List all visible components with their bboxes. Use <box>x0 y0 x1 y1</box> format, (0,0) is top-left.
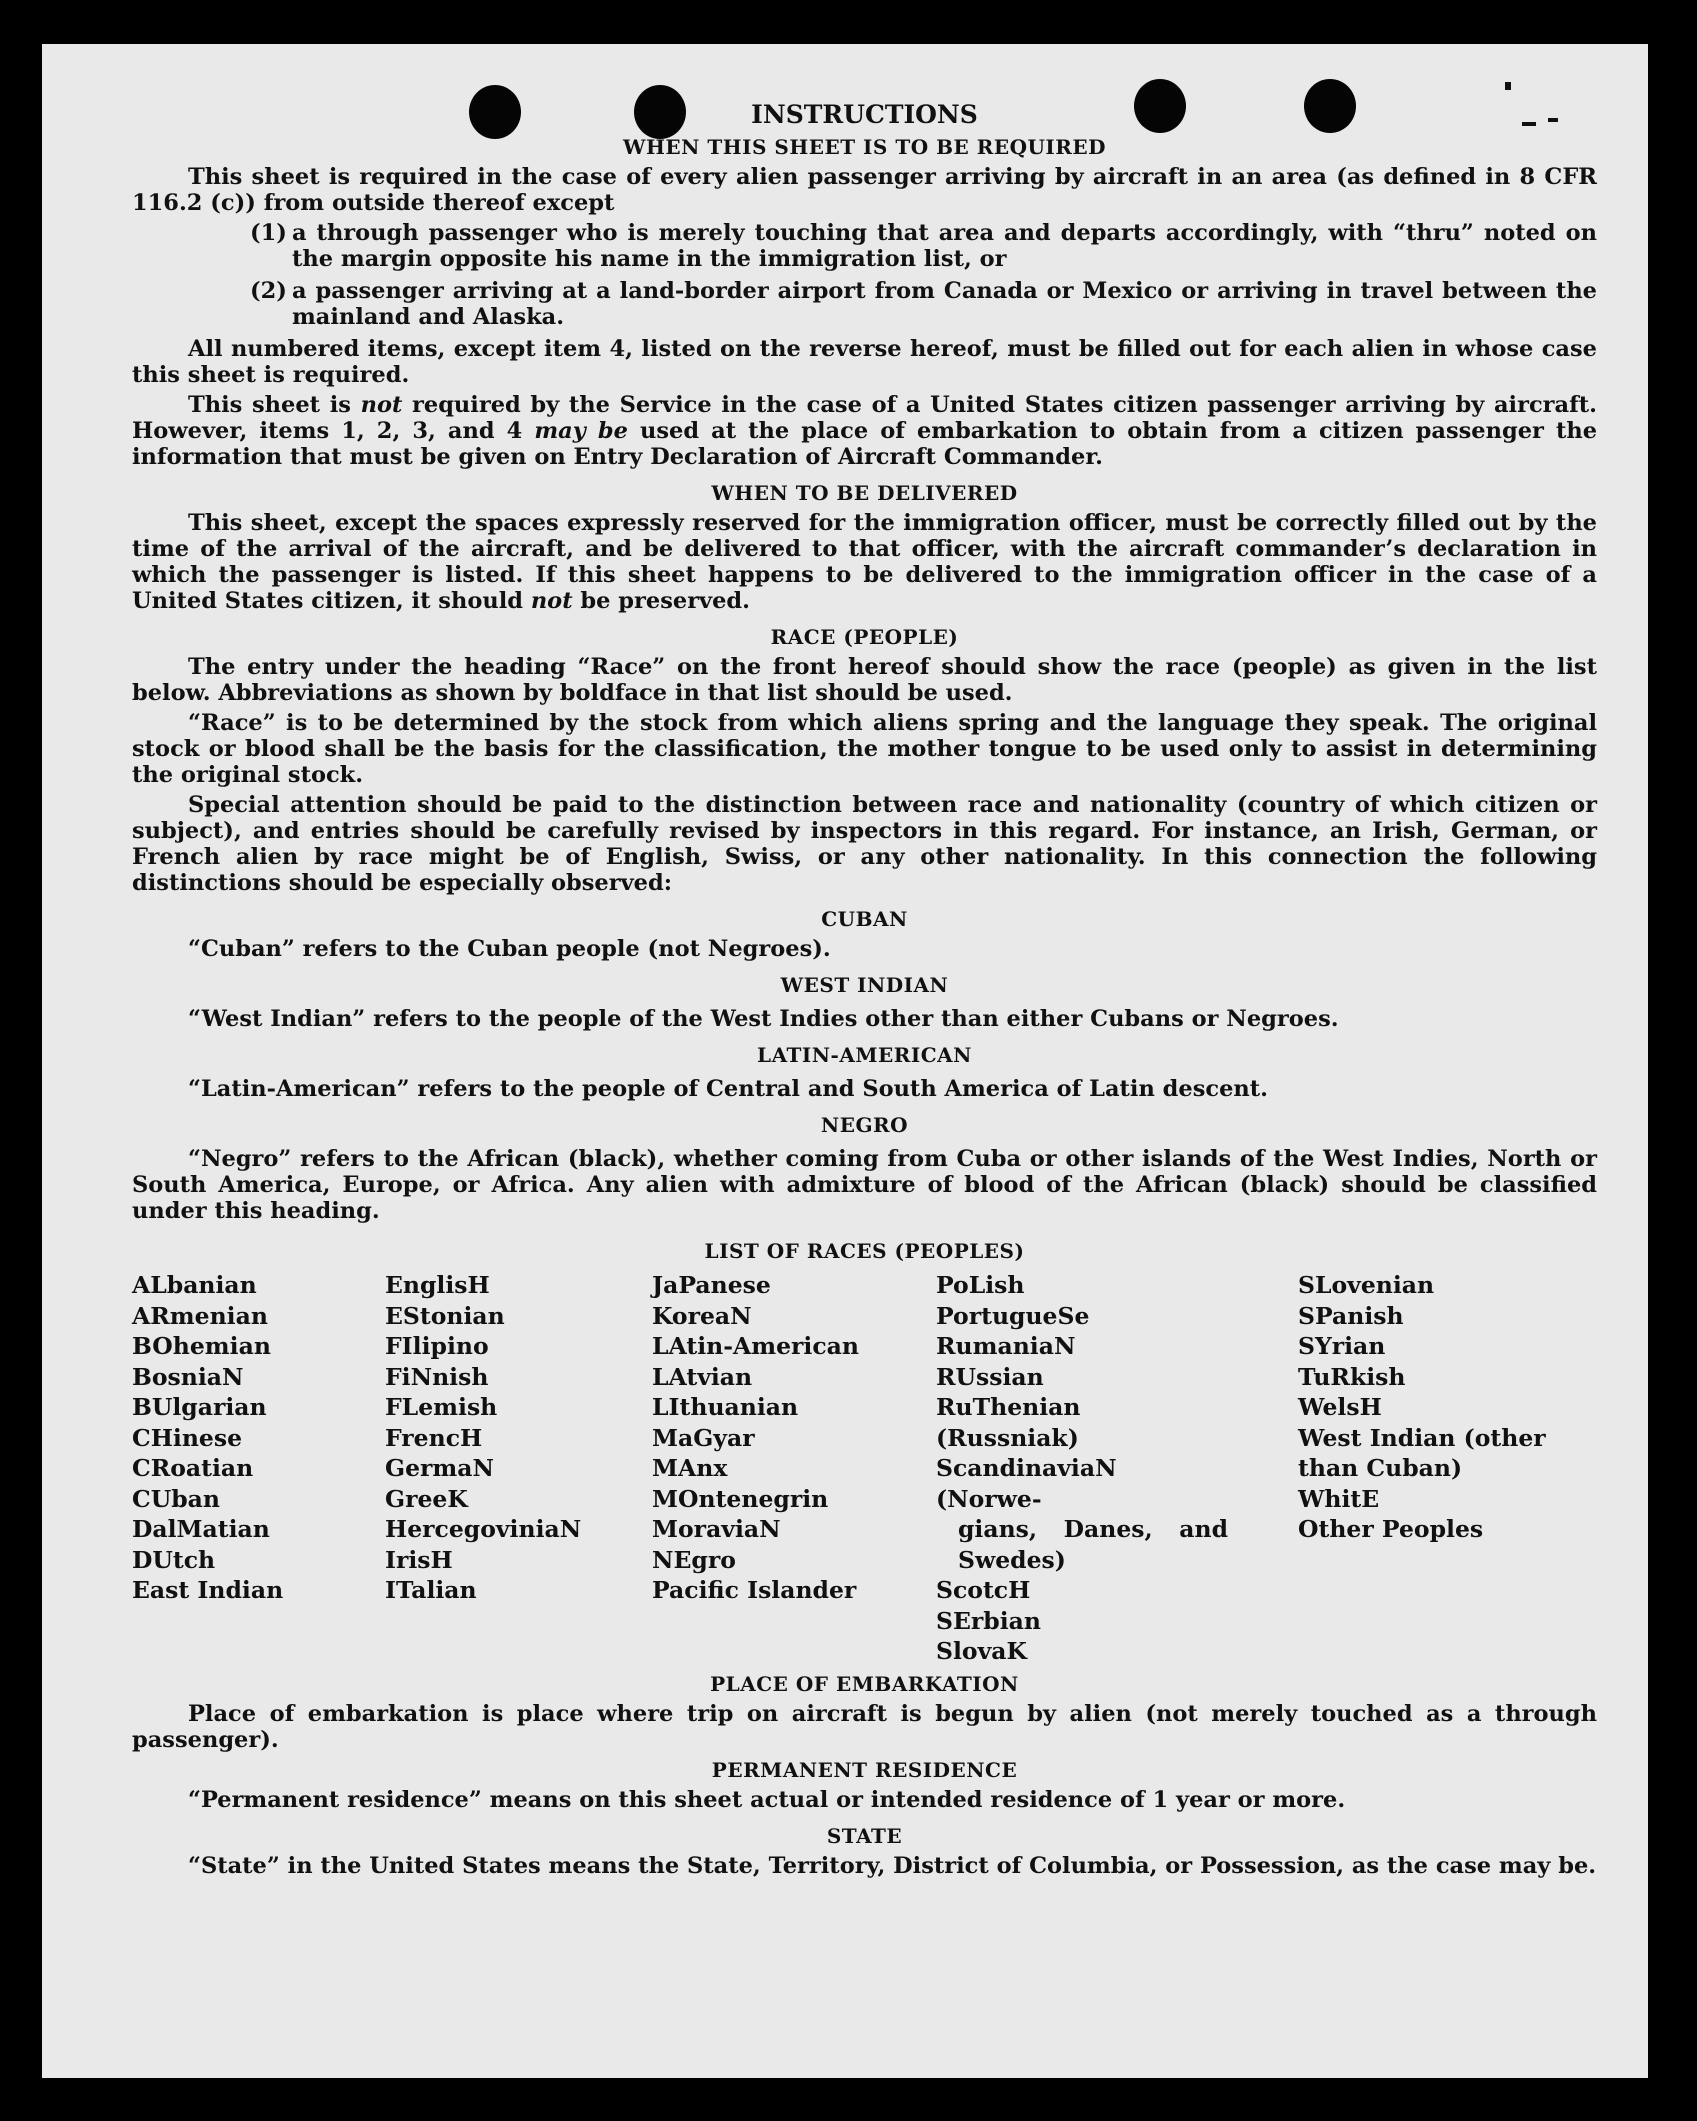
numbered-item <box>250 278 1597 330</box>
race-item: IrisH <box>385 1545 453 1574</box>
race-item: EStonian <box>385 1301 505 1330</box>
paragraph: “State” in the United States means the State, Territory, District of Columbia, or Possession, as the case may be. <box>188 1852 1597 1879</box>
section-heading: LATIN-AMERICAN <box>757 1043 972 1067</box>
race-column <box>1298 1270 1597 1667</box>
race-column <box>936 1270 1298 1667</box>
text-run: used at the place of embarkation to obtain from a citizen passenger the information that must be given on Entry Declaration of Aircraft Commander. <box>132 418 1598 470</box>
race-item: SErbian <box>936 1606 1041 1635</box>
race-item: DUtch <box>132 1545 216 1574</box>
race-item: FLemish <box>385 1393 498 1421</box>
race-item: Other Peoples <box>1298 1515 1484 1543</box>
race-item: FrencH <box>385 1423 483 1452</box>
race-item: ITalian <box>385 1576 477 1604</box>
race-item: RumaniaN <box>936 1332 1076 1360</box>
text-run: be preserved. <box>572 588 751 614</box>
section-heading: PLACE OF EMBARKATION <box>710 1671 1019 1696</box>
race-item: SPanish <box>1298 1301 1404 1330</box>
emphasis: boldface <box>559 680 668 706</box>
text-run: The entry under the heading “Race” on the front hereof should show the race (people) as given in the list below. Abbreviations as shown by <box>132 654 1597 706</box>
race-column <box>652 1270 936 1667</box>
document-page <box>42 44 1648 2078</box>
race-item: ScandinaviaN (Norwe- <box>936 1454 1117 1513</box>
race-item: EnglisH <box>385 1271 490 1299</box>
race-item: HercegoviniaN <box>385 1515 582 1543</box>
text-run: required by the Service in the case of a United States citizen passenger arriving by aircraft. However, items 1, 2, 3, and 4 <box>132 392 1597 444</box>
race-item: ScotcH <box>936 1576 1031 1604</box>
race-item: SLovenian <box>1298 1271 1435 1299</box>
page-title: INSTRUCTIONS <box>751 100 978 129</box>
race-item: SYrian <box>1298 1332 1386 1360</box>
numbered-item <box>250 220 1597 272</box>
paragraph: “Race” is to be determined by the stock from which aliens spring and the language they speak. The original stock or blood shall be the basis for the classification, the mother tongue to be used only to assist in determining the original stock. <box>132 710 1597 788</box>
paragraph: “West Indian” refers to the people of the West Indies other than either Cubans or Negroes. <box>188 1006 1339 1032</box>
instructions-content <box>132 102 1597 1883</box>
race-item: GermaN <box>385 1454 494 1482</box>
race-item: NEgro <box>652 1545 736 1574</box>
race-item: SlovaK <box>936 1637 1027 1665</box>
race-item: FIlipino <box>385 1332 489 1360</box>
text-run: This sheet is <box>188 392 361 418</box>
race-item: KoreaN <box>652 1301 752 1330</box>
item-number: (1) <box>250 220 287 246</box>
paragraph <box>132 392 1597 470</box>
item-text: a passenger arriving at a land-border airport from Canada or Mexico or arriving in travel between the mainland and Alaska. <box>292 278 1597 330</box>
paragraph: Special attention should be paid to the distinction between race and nationality (country of which citizen or subject), and entries should be carefully revised by inspectors in this regard. For instance, an Irish, German, or French alien by race might be of English, Swiss, or any other nationality. In this connection the following distinctions should be especially observed: <box>132 792 1597 896</box>
section-heading: STATE <box>826 1823 903 1848</box>
race-item: LAtin-American <box>652 1332 859 1360</box>
item-text: a through passenger who is merely touching that area and departs accordingly, with “thru” noted on the margin opposite his name in the immigration list, or <box>292 220 1597 272</box>
paragraph: “Cuban” refers to the Cuban people (not Negroes). <box>188 936 831 962</box>
section-heading: WHEN TO BE DELIVERED <box>711 481 1018 505</box>
race-item: Pacific Islander <box>652 1576 857 1604</box>
race-item: MoraviaN <box>652 1515 781 1543</box>
race-item: JaPanese <box>652 1271 771 1299</box>
section-heading: WHEN THIS SHEET IS TO BE REQUIRED <box>623 135 1106 159</box>
section-heading: CUBAN <box>821 907 908 931</box>
race-item: GreeK <box>385 1484 468 1513</box>
section-heading: RACE (PEOPLE) <box>770 625 959 649</box>
paragraph: All numbered items, except item 4, listed on the reverse hereof, must be filled out for each alien in whose case this sheet is required. <box>132 336 1597 388</box>
race-item: Swedes) <box>958 1545 1066 1574</box>
paragraph: “Latin-American” refers to the people of Central and South America of Latin descent. <box>188 1076 1268 1102</box>
race-item: BosniaN <box>132 1362 244 1391</box>
race-item: West Indian (other <box>1298 1423 1546 1452</box>
race-item: BOhemian <box>132 1332 271 1360</box>
race-item: MaGyar <box>652 1423 755 1452</box>
race-item: gians, Danes, and <box>958 1515 1228 1543</box>
race-item: WelsH <box>1298 1393 1382 1421</box>
section-heading: NEGRO <box>820 1113 909 1137</box>
text-run: This sheet, except the spaces expressly reserved for the immigration officer, must be correctly filled out by the time of the arrival of the aircraft, and be delivered to that officer, with the aircraft commander’s declaration in which the passenger is listed. If this sheet happens to be delivered to the immigration officer in the case of a United States citizen, it should <box>132 510 1597 614</box>
paragraph <box>132 654 1597 706</box>
race-column <box>385 1270 652 1667</box>
race-item: MOntenegrin <box>652 1484 829 1513</box>
section-heading: LIST OF RACES (PEOPLES) <box>704 1239 1025 1263</box>
race-column <box>132 1270 385 1667</box>
race-item: WhitE <box>1298 1484 1380 1513</box>
race-item: than Cuban) <box>1298 1454 1463 1482</box>
section-heading: WEST INDIAN <box>780 973 949 997</box>
emphasis: not <box>530 588 573 614</box>
race-item: CHinese <box>132 1423 243 1452</box>
paragraph: “Permanent residence” means on this sheet actual or intended residence of 1 year or more. <box>188 1786 1346 1813</box>
race-item: BUlgarian <box>132 1393 267 1421</box>
race-item: LIthuanian <box>652 1393 799 1421</box>
race-item: PoLish <box>936 1271 1025 1299</box>
emphasis: may be <box>534 418 628 444</box>
paragraph: Place of embarkation is place where trip on aircraft is begun by alien (not merely touched as a through passenger). <box>132 1700 1597 1753</box>
race-item: CUban <box>132 1484 220 1513</box>
speck <box>1505 82 1511 90</box>
race-list <box>132 1270 1597 1667</box>
race-item: PortugueSe <box>936 1301 1090 1330</box>
item-number: (2) <box>250 278 287 304</box>
race-item: TuRkish <box>1298 1362 1406 1391</box>
race-item: ARmenian <box>132 1301 268 1330</box>
text-run: in that list should be used. <box>667 680 1013 706</box>
section-heading: PERMANENT RESIDENCE <box>711 1757 1018 1782</box>
race-item: CRoatian <box>132 1454 254 1482</box>
race-item: DalMatian <box>132 1515 270 1543</box>
race-item: RUssian <box>936 1362 1044 1391</box>
race-item: FiNnish <box>385 1362 489 1391</box>
paragraph: This sheet is required in the case of every alien passenger arriving by aircraft in an area (as defined in 8 CFR 116.2 (c)) from outside thereof except <box>132 164 1597 216</box>
paragraph <box>132 510 1597 614</box>
paragraph: “Negro” refers to the African (black), whether coming from Cuba or other islands of the West Indies, North or South America, Europe, or Africa. Any alien with admixture of blood of the African (black) should be classified under this heading. <box>132 1146 1597 1224</box>
race-item: MAnx <box>652 1454 728 1482</box>
race-item: East Indian <box>132 1576 284 1604</box>
emphasis: not <box>360 392 403 418</box>
race-item: LAtvian <box>652 1362 753 1391</box>
race-item: RuThenian (Russniak) <box>936 1393 1081 1452</box>
race-item: ALbanian <box>132 1271 257 1299</box>
